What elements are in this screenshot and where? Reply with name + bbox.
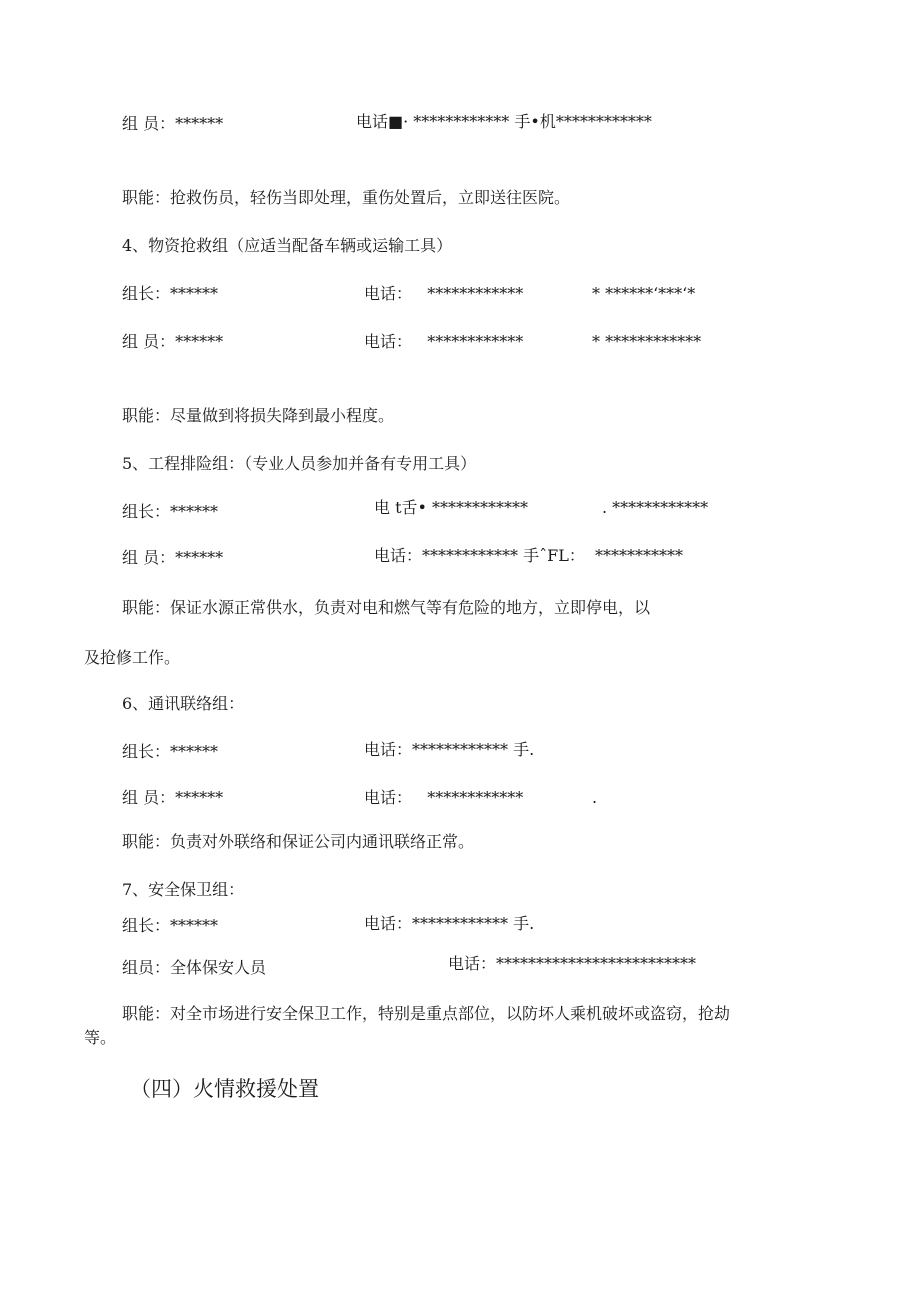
subsection-heading: （四）火情救援处置 <box>130 1077 319 1101</box>
leader-phone: 电 t舌• ************ <box>374 498 529 517</box>
section-title: 5、工程排险组：（专业人员参加并备有专用工具） <box>122 454 477 473</box>
leader-phone: 电话：************ 手. <box>364 914 535 933</box>
member-mobile: . <box>592 788 598 807</box>
section-title: 7、安全保卫组： <box>122 880 245 899</box>
duty-text: 职能：尽量做到将损失降到最小程度。 <box>122 406 395 425</box>
leader-label: 组长：****** <box>122 284 219 303</box>
member-label: 组 员：****** <box>122 788 224 807</box>
leader-mobile: . ************ <box>602 498 709 517</box>
leader-label: 组长：****** <box>122 916 219 935</box>
member-phone: 电话： ************ <box>364 788 524 807</box>
duty-text: 职能：抢救伤员，轻伤当即处理，重伤处置后，立即送往医院。 <box>122 188 571 207</box>
leader-mobile: * ******‘***‘* <box>592 284 696 303</box>
member-label: 组 员：****** <box>122 114 224 133</box>
member-label: 组 员：****** <box>122 548 224 567</box>
member-phone: 电话：************ 手ˆFL： *********** <box>374 546 683 565</box>
member-phone: 电话■· ************ 手•机************ <box>356 112 652 131</box>
leader-phone: 电话：************ 手. <box>364 740 535 759</box>
member-phone: 电话：************************* <box>448 954 697 973</box>
section-title: 4、物资抢救组（应适当配备车辆或运输工具） <box>122 236 453 255</box>
duty-text-continued: 及抢修工作。 <box>84 648 181 667</box>
duty-text: 职能：保证水源正常供水，负责对电和燃气等有危险的地方，立即停电，以 <box>122 598 651 617</box>
leader-phone: 电话： ************ <box>364 284 524 303</box>
leader-label: 组长：****** <box>122 742 219 761</box>
member-phone: 电话： ************ <box>364 332 524 351</box>
member-label: 组 员：****** <box>122 332 224 351</box>
leader-label: 组长：****** <box>122 502 219 521</box>
member-label: 组员：全体保安人员 <box>122 958 267 977</box>
member-mobile: * ************ <box>592 332 702 351</box>
duty-text: 职能：对全市场进行安全保卫工作，特别是重点部位，以防坏人乘机破坏或盗窃，抢劫 <box>122 1004 731 1023</box>
duty-text-continued: 等。 <box>84 1028 117 1047</box>
section-title: 6、通讯联络组： <box>122 694 245 713</box>
duty-text: 职能：负责对外联络和保证公司内通讯联络正常。 <box>122 832 475 851</box>
